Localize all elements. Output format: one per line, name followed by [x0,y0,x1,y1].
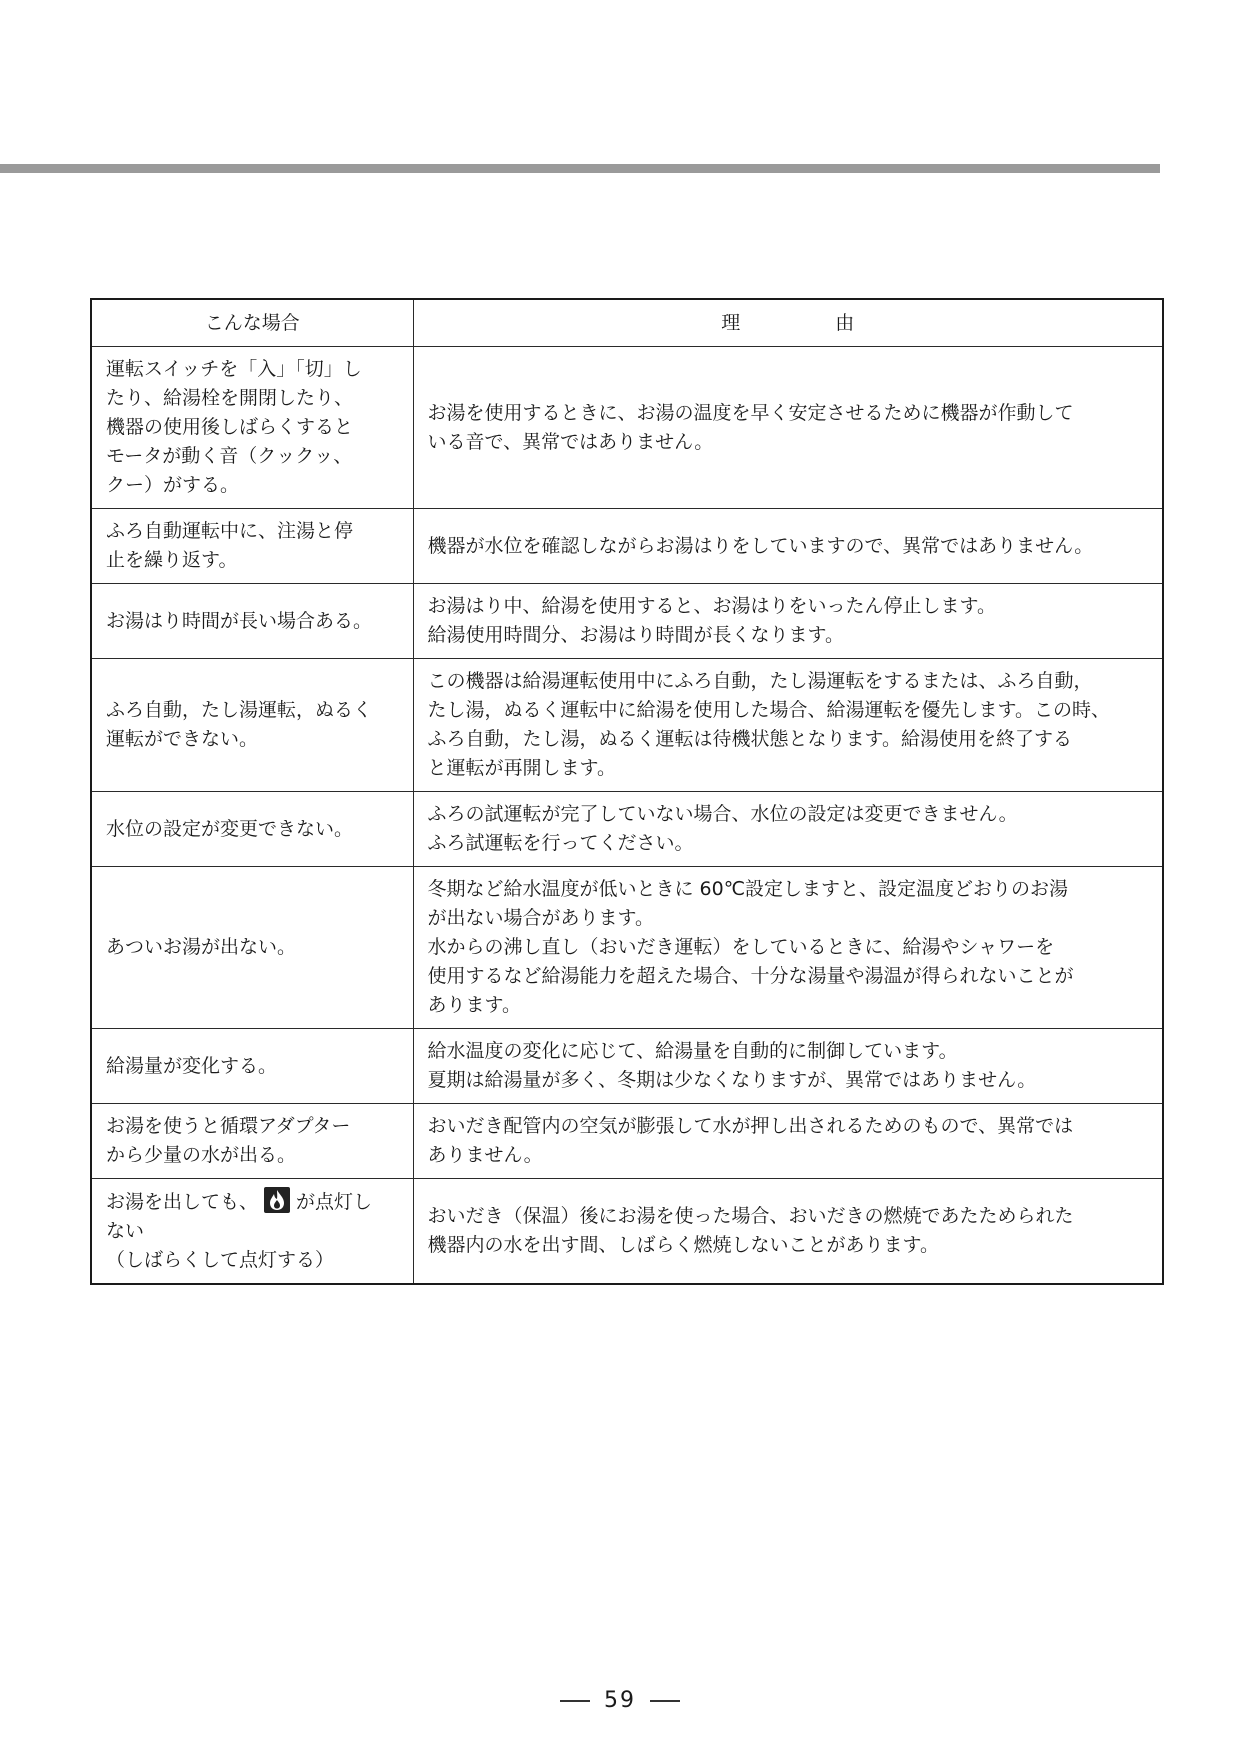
reason-line: 給水温度の変化に応じて、給湯量を自動的に制御しています。 [427,1040,958,1062]
reason-line: いる音で、異常ではありません。 [427,430,714,453]
reason-line: 給湯使用時間分、お湯はり時間が長くなります。 [427,624,844,646]
case-line: 給湯量が変化する。 [106,1054,278,1077]
reason-line: が出ない場合があります。 [427,907,654,929]
case-line: 止を繰り返す。 [106,549,238,571]
case-line: お湯を使うと循環アダプター [106,1115,351,1137]
reason-line: と運転が再開します。 [427,757,616,779]
case-line: 機器の使用後しばらくすると [106,416,354,438]
reason-cell [413,1029,1163,1104]
case-line: ふろ自動運転中に、注湯と停 [106,520,354,542]
reason-line: 冬期など給水温度が低いときに 60℃設定しますと、設定温度どおりのお湯 [427,878,1069,900]
case-line: あついお湯が出ない。 [106,936,297,958]
header-rule [0,164,1160,173]
reason-line: この機器は給湯運転使用中にふろ自動，たし湯運転をするまたは、ふろ自動， [427,670,1093,692]
reason-line: あります。 [427,994,521,1016]
table-row [91,347,1163,509]
reason-cell [413,659,1163,792]
case-line: お湯はり時間が長い場合ある。 [106,609,373,632]
case-cell [91,509,413,584]
case-line: クー）がする。 [106,474,240,496]
table-row [91,509,1163,584]
reason-line: おいだき配管内の空気が膨張して水が押し出されるためのもので、異常では [427,1115,1074,1137]
case-line: 水位の設定が変更できない。 [106,817,354,840]
reason-line: お湯はり中、給湯を使用すると、お湯はりをいったん停止します。 [427,595,996,617]
header-reason: 理 由 [413,299,1163,347]
case-line: ない [106,1220,145,1242]
table-row [91,1029,1163,1104]
reason-cell [413,867,1163,1029]
case-line: モータが動く音（クックッ、 [106,445,353,467]
header-case: こんな場合 [91,299,413,347]
table-header-row [91,299,1163,347]
case-cell [91,1179,413,1285]
reason-line: ふろ試運転を行ってください。 [427,832,694,854]
case-line: 運転スイッチを「入」「切」し [106,358,362,380]
case-line [106,1187,403,1217]
case-line: から少量の水が出る。 [106,1144,297,1166]
case-cell [91,1029,413,1104]
reason-cell [413,509,1163,584]
case-line: ふろ自動，たし湯運転，ぬるく [106,699,373,721]
reason-line: ありません。 [427,1144,543,1166]
case-cell [91,659,413,792]
case-cell [91,792,413,867]
table-row [91,1179,1163,1285]
reason-cell [413,347,1163,509]
table-row [91,584,1163,659]
case-line: （しばらくして点灯する） [106,1249,335,1271]
reason-line: 水からの沸し直し（おいだき運転）をしているときに、給湯やシャワーを [427,936,1055,958]
reason-line: ふろ自動，たし湯，ぬるく運転は待機状態となります。給湯使用を終了する [427,728,1072,750]
reason-cell [413,1179,1163,1285]
case-cell [91,584,413,659]
flame-indicator-icon [264,1187,290,1213]
table-row [91,792,1163,867]
reason-line: 機器が水位を確認しながらお湯はりをしていますので、異常ではありません。 [427,534,1094,557]
page-number-text: 59 [604,1688,636,1713]
reason-cell [413,584,1163,659]
case-cell [91,1104,413,1179]
reason-cell [413,1104,1163,1179]
table-row [91,1104,1163,1179]
reason-line: 夏期は給湯量が多く、冬期は少なくなりますが、異常ではありません。 [427,1069,1037,1091]
page-number [0,1688,1240,1713]
reason-line: たし湯，ぬるく運転中に給湯を使用した場合、給湯運転を優先します。この時、 [427,699,1110,721]
reason-line: 使用するなど給湯能力を超えた場合、十分な湯量や湯温が得られないことが [427,965,1074,987]
reason-line: おいだき（保温）後にお湯を使った場合、おいだきの燃焼であたためられた [427,1205,1074,1227]
case-line: 運転ができない。 [106,728,259,750]
case-cell [91,347,413,509]
reason-line: お湯を使用するときに、お湯の温度を早く安定させるために機器が作動して [427,401,1074,424]
reason-cell [413,792,1163,867]
case-cell [91,867,413,1029]
case-line: たり、給湯栓を開閉したり、 [106,387,354,409]
table-row [91,867,1163,1029]
case-suffix: が点灯し [296,1191,373,1213]
table-row [91,659,1163,792]
case-prefix: お湯を出しても、 [106,1191,259,1213]
reason-line: 機器内の水を出す間、しばらく燃焼しないことがあります。 [427,1234,939,1256]
troubleshooting-table [90,298,1164,1285]
reason-line: ふろの試運転が完了していない場合、水位の設定は変更できません。 [427,803,1018,825]
table-body [91,347,1163,1285]
